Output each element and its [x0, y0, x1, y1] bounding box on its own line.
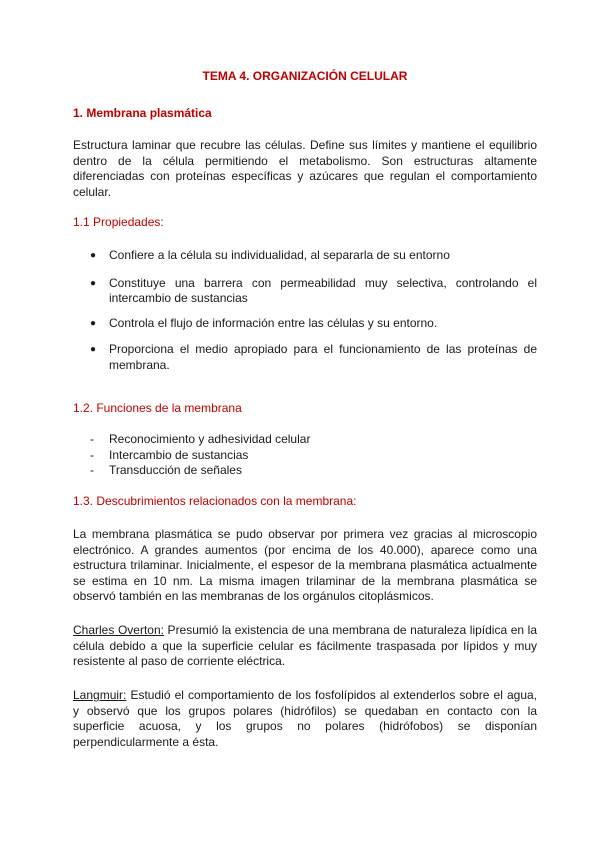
overton-paragraph: Charles Overton: Presumió la existencia de una membrana de naturaleza lipídica en la célula debido a que la superficie celular es fácilmente traspasada por lípidos y muy resistente al paso de corriente eléctrica.	[73, 623, 538, 668]
list-item: - Transducción de señales	[90, 463, 242, 477]
bullet-icon: ●	[90, 344, 97, 355]
overton-name: Charles Overton:	[73, 623, 164, 637]
list-item: ● Proporciona el medio apropiado para el funcionamiento de las proteínas de membrana.	[90, 342, 537, 372]
dash-icon: -	[90, 463, 94, 477]
section-1-intro: Estructura laminar que recubre las células. Define sus límites y mantiene el equilibrio dentro de la célula permitiendo el metabolismo. Son estructuras altamente diferenciadas con proteínas específicas y azúcares que regulan el comportamiento celular.	[73, 138, 537, 199]
section-1-1-heading: 1.1 Propiedades:	[73, 215, 164, 229]
bullet-icon: ●	[90, 277, 97, 289]
bullet-icon: ●	[90, 250, 97, 261]
functions-list	[73, 432, 537, 479]
dash-icon: -	[90, 447, 94, 462]
list-item: ● Confiere a la célula su individualidad, al separarla de su entorno	[90, 248, 450, 262]
section-1-2-heading: 1.2. Funciones de la membrana	[73, 401, 242, 415]
bullet-icon: ●	[90, 317, 97, 329]
section-1-heading: 1. Membrana plasmática	[73, 106, 212, 120]
section-1-3-heading: 1.3. Descubrimientos relacionados con la membrana:	[73, 494, 357, 508]
list-item: ● Controla el flujo de información entre las células y su entorno.	[90, 315, 438, 330]
list-item: - Reconocimiento y adhesividad celular	[90, 432, 311, 446]
dash-icon: -	[90, 432, 94, 446]
microscope-paragraph: La membrana plasmática se pudo observar por primera vez gracias al microscopio electrónico. A grandes aumentos (por encima de los 40.000), aparece como una estructura trilaminar. Inicialmente, el espesor de la membrana plasmática actualmente se estima en 10 nm. La misma imagen trilaminar de la membrana plasmática se observó también en las membranas de los orgánulos citoplásmicos.	[73, 527, 537, 603]
langmuir-paragraph: Langmuir: Estudió el comportamiento de los fosfolípidos al extenderlos sobre el agua, y observó que los grupos polares (hidrófilos) se quedaban en contacto con la superficie acuosa, y los grupos no polares (hidrófobos) se disponían perpendicularmente a ésta.	[73, 688, 537, 749]
document-title: TEMA 4. ORGANIZACIÓN CELULAR	[202, 69, 408, 83]
langmuir-name: Langmuir:	[73, 688, 127, 702]
list-item: ● Constituye una barrera con permeabilidad muy selectiva, controlando el intercambio de sustancias	[90, 275, 537, 305]
properties-list	[73, 248, 537, 373]
list-item: - Intercambio de sustancias	[90, 447, 249, 462]
